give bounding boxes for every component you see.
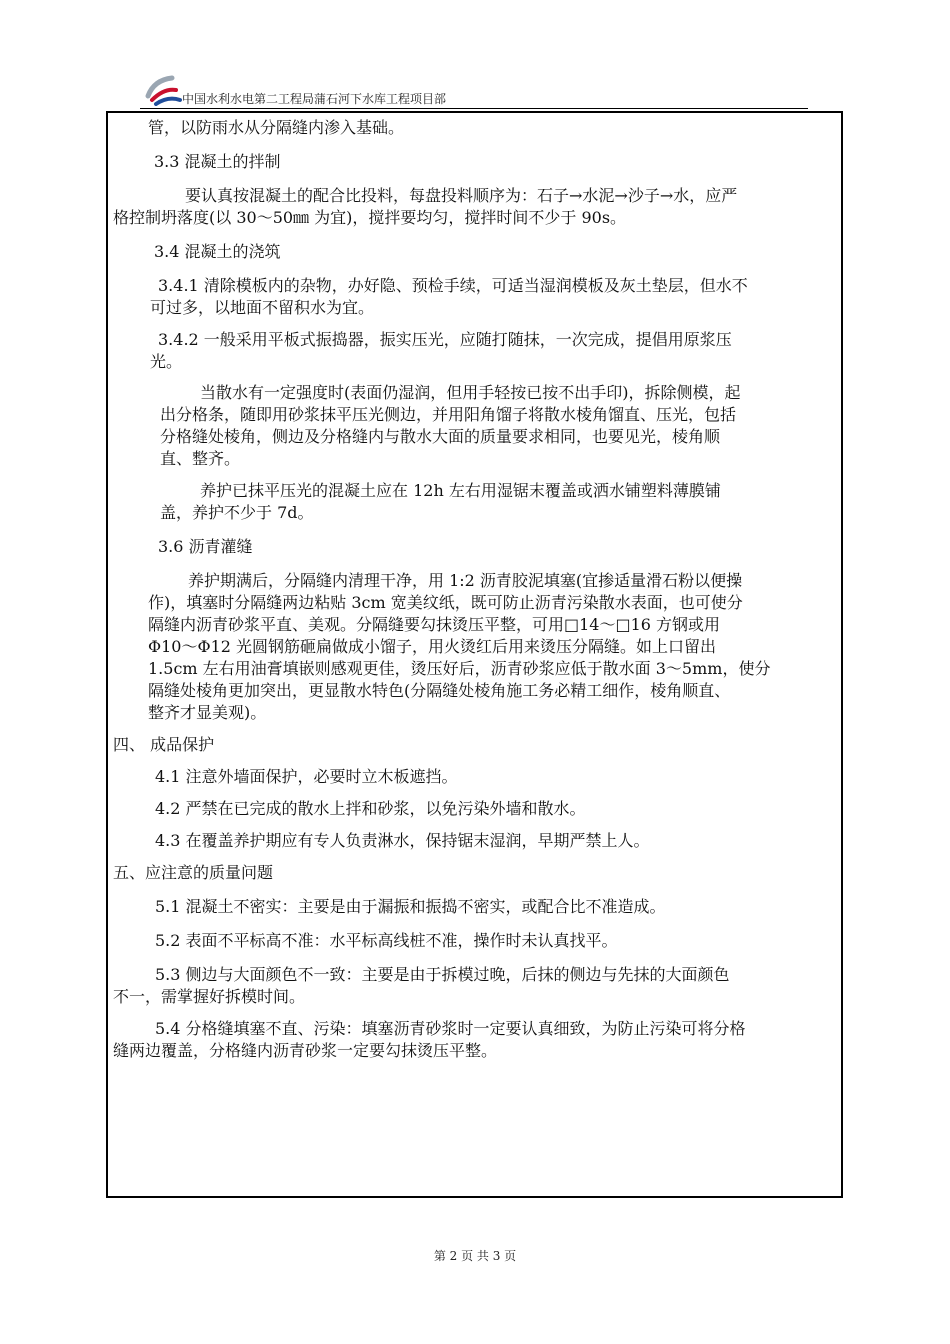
paragraph-line: 光。: [150, 352, 183, 371]
paragraph-line: 养护期满后，分隔缝内清理干净，用 1:2 沥青胶泥填塞(宜掺适量滑石粉以便操: [188, 571, 743, 590]
paragraph-line: 5.1 混凝土不密实：主要是由于漏振和振捣不密实，或配合比不准造成。: [155, 897, 666, 916]
section-heading: 3.6 沥青灌缝: [158, 537, 253, 556]
organization-name: 中国水利水电第二工程局蒲石河下水库工程项目部: [182, 92, 447, 106]
paragraph-line: 1.5cm 左右用油膏填嵌则感观更佳，烫压好后，沥青砂浆应低于散水面 3～5mm，使分: [148, 659, 771, 678]
paragraph-line: 管，以防雨水从分隔缝内渗入基础。: [148, 118, 405, 137]
paragraph-line: 出分格条，随即用砂浆抹平压光侧边，并用阳角馏子将散水棱角馏直、压光，包括: [160, 405, 737, 424]
header-rule: [140, 108, 808, 109]
paragraph-line: 作)，填塞时分隔缝两边粘贴 3cm 宽美纹纸，既可防止沥青污染散水表面，也可使分: [148, 593, 743, 612]
paragraph-line: 4.2 严禁在已完成的散水上拌和砂浆，以免污染外墙和散水。: [155, 799, 586, 818]
section-heading: 3.3 混凝土的拌制: [154, 152, 281, 171]
paragraph-line: 5.4 分格缝填塞不直、污染：填塞沥青砂浆时一定要认真细致，为防止污染可将分格: [155, 1019, 746, 1038]
paragraph-line: 养护已抹平压光的混凝土应在 12h 左右用湿锯末覆盖或洒水铺塑料薄膜铺: [200, 481, 721, 500]
paragraph-line: 当散水有一定强度时(表面仍湿润，但用手轻按已按不出手印)，拆除侧模，起: [200, 383, 741, 402]
project-company-logo-icon: [142, 70, 184, 106]
paragraph-line: 隔缝处棱角更加突出，更显散水特色(分隔缝处棱角施工务必精工细作，棱角顺直、: [148, 681, 731, 700]
paragraph-line: 格控制坍落度(以 30～50㎜ 为宜)，搅拌要均匀，搅拌时间不少于 90s。: [113, 208, 627, 227]
paragraph-line: 缝两边覆盖，分格缝内沥青砂浆一定要勾抹烫压平整。: [113, 1041, 498, 1060]
paragraph-line: 不一，需掌握好拆模时间。: [113, 987, 306, 1006]
paragraph-line: 可过多，以地面不留积水为宜。: [150, 298, 375, 317]
section-heading: 3.4 混凝土的浇筑: [154, 242, 281, 261]
paragraph-line: 4.1 注意外墙面保护，必要时立木板遮挡。: [155, 767, 458, 786]
paragraph-line: 3.4.1 清除模板内的杂物，办好隐、预检手续，可适当湿润模板及灰土垫层，但水不: [158, 276, 748, 295]
paragraph-line: 直、整齐。: [160, 449, 241, 468]
paragraph-line: 要认真按混凝土的配合比投料，每盘投料顺序为：石子→水泥→沙子→水，应严: [185, 186, 738, 205]
paragraph-line: 3.4.2 一般采用平板式振捣器，振实压光，应随打随抹，一次完成，提倡用原浆压: [158, 330, 732, 349]
paragraph-line: Φ10～Φ12 光圆钢筋砸扁做成小馏子，用火烫红后用来烫压分隔缝。如上口留出: [148, 637, 717, 656]
page-header: [140, 64, 808, 110]
paragraph-line: 隔缝内沥青砂浆平直、美观。分隔缝要勾抹烫压平整，可用□14～□16 方钢或用: [148, 615, 721, 634]
paragraph-line: 盖，养护不少于 7d。: [160, 503, 314, 522]
paragraph-line: 5.3 侧边与大面颜色不一致：主要是由于拆模过晚，后抹的侧边与先抹的大面颜色: [155, 965, 730, 984]
paragraph-line: 分格缝处棱角，侧边及分格缝内与散水大面的质量要求相同，也要见光，棱角顺: [160, 427, 721, 446]
section-heading: 五、应注意的质量问题: [113, 863, 274, 882]
section-heading: 四、 成品保护: [113, 735, 215, 754]
paragraph-line: 4.3 在覆盖养护期应有专人负责淋水，保持锯末湿润，早期严禁上人。: [155, 831, 650, 850]
paragraph-line: 整齐才显美观)。: [148, 703, 267, 722]
paragraph-line: 5.2 表面不平标高不准：水平标高线桩不准，操作时未认真找平。: [155, 931, 618, 950]
page-number: 第 2 页 共 3 页: [433, 1249, 517, 1263]
